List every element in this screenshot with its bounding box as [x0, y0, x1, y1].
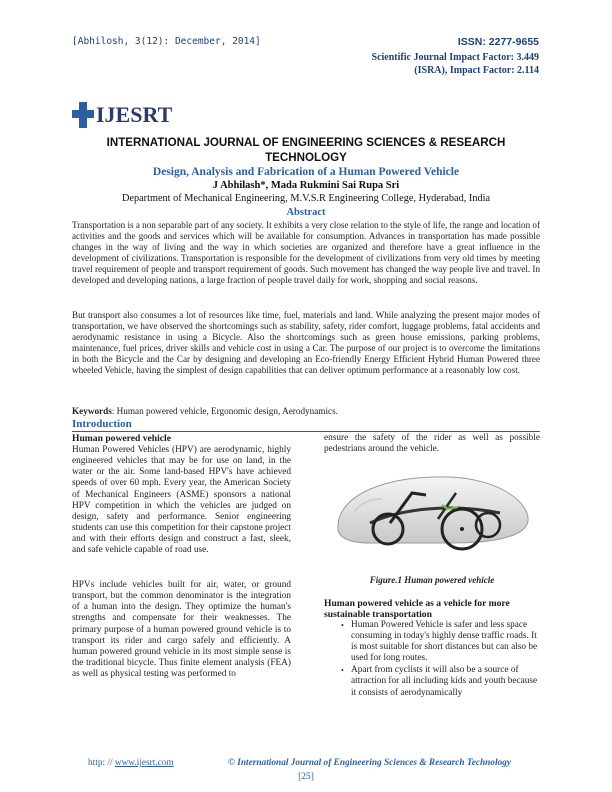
footer-copyright: © International Journal of Engineering Sciences & Research Technology	[228, 758, 511, 768]
impact-factor-line-2: (ISRA), Impact Factor: 2.114	[414, 65, 539, 76]
list-item	[324, 620, 540, 664]
journal-logo	[72, 100, 172, 130]
intro-right-paragraph: ensure the safety of the rider as well as possible pedestrians around the vehicle.	[324, 433, 540, 455]
paper-title: Design, Analysis and Fabrication of a Human Powered Vehicle	[152, 166, 460, 178]
list-item-text: Apart from cyclists it will also be a source of attraction for all including kids and youth because it consists of aerodynamically	[351, 665, 538, 698]
abstract-paragraph-2: But transport also consumes a lot of resources like time, fuel, materials and land. While analyzing the present major modes of transportation, we have observed the shortcomings such as stability, safety, rider comfort, luggage problems, fatal accidents and aerodynamic resistance in using a Bicycle. Also the shortcomings such as green house emissions, parking problems, maintenance, fuel prices, driver skills and vehicle cost in using a Car. The purpose of our project is to overcome the limitations in both the Bicycle and the Car by designing and developing an Eco-friendly Energy Efficient Hybrid Human Powered three wheeled Vehicle, having the simplest of design capabilities that can deliver optimum performance at a reasonably low cost.	[72, 310, 540, 376]
intro-paragraph-1: Human Powered Vehicles (HPV) are aerodynamic, highly engineered vehicles that may be for use on land, in the water or the air. Some land-based HPV's have achieved speeds of over 60 mph. Every year, the American Society of Mechanical Engineers (ASME) sponsors a national HPV competition in which the vehicles are judged on design, safety and performance. Senior engineering students can use this competition for their capstone project and with their efforts design and construct a fast, sleek, and safe vehicle capable of road use.	[72, 445, 291, 556]
sustainable-transport-heading: Human powered vehicle as a vehicle for more sustainable transportation	[324, 598, 510, 621]
footer-url	[88, 758, 174, 768]
page-number: [25]	[298, 772, 314, 782]
footer-url-prefix: http: //	[88, 758, 115, 768]
hpv-subheading: Human powered vehicle	[72, 433, 171, 444]
bullet-icon: •	[341, 621, 344, 630]
logo-text: IJESRT	[96, 102, 173, 127]
keywords-text: : Human powered vehicle, Ergonomic design, Aerodynamics.	[111, 406, 338, 416]
issn-label: ISSN: 2277-9655	[457, 36, 539, 48]
intro-paragraph-2: HPVs include vehicles built for air, water, or ground transport, but the common denominator is the integration of a human into the design. They optimize the human's strengths and compensate for their weaknesses. The primary purpose of a human powered ground vehicle is to transport its rider and cargo safely and efficiently. A human powered ground vehicle in its most simple sense is the traditional bicycle. Thus finite element analysis (FEA) as well as physical testing was performed to	[72, 580, 291, 680]
journal-website-link[interactable]: www.ijesrt.com	[114, 758, 174, 768]
bullet-icon: •	[341, 666, 344, 676]
abstract-paragraph-1: Transportation is a non separable part of any society. It exhibits a very close relation to the style of life, the range and location of activities and the goods and services which will be available for consumption. Advances in transportation has made possible changes in the way of living and the way in which societies are organized and therefore have a great influence in the development of civilizations. Transportation is responsible for the development of civilizations from very old times by meeting travel requirement of people and transport requirement of goods. Such movement has changed the way people live and travel. In developed and developing nations, a large fraction of people travel daily for work, shopping and social reasons.	[72, 220, 540, 286]
keywords-label: Keywords	[72, 406, 112, 416]
human-powered-vehicle-image	[330, 463, 536, 563]
keywords	[72, 406, 540, 416]
impact-factor-line-1: Scientific Journal Impact Factor: 3.449	[371, 52, 539, 63]
figure-caption: Figure.1 Human powered vehicle	[369, 575, 495, 585]
plus-cross-icon	[72, 102, 94, 128]
citation-header: [Abhilosh, 3(12): December, 2014]	[72, 36, 261, 47]
section-divider	[72, 431, 540, 432]
benefits-list	[324, 620, 540, 700]
journal-name: INTERNATIONAL JOURNAL OF ENGINEERING SCIENCES & RESEARCH TECHNOLOGY	[106, 136, 506, 164]
author-affiliation: Department of Mechanical Engineering, M.V.S.R Engineering College, Hyderabad, India	[121, 193, 491, 204]
introduction-heading: Introduction	[72, 418, 132, 430]
list-item-text: Human Powered Vehicle is safer and less space consuming in today's highly dense traffic roads. It is most suitable for short distances but can also be used for long routes.	[351, 620, 538, 664]
hpv-figure	[330, 463, 536, 563]
paper-authors: J Abhilash*, Mada Rukmini Sai Rupa Sri	[212, 180, 400, 191]
list-item	[324, 665, 540, 698]
abstract-heading: Abstract	[286, 207, 326, 218]
